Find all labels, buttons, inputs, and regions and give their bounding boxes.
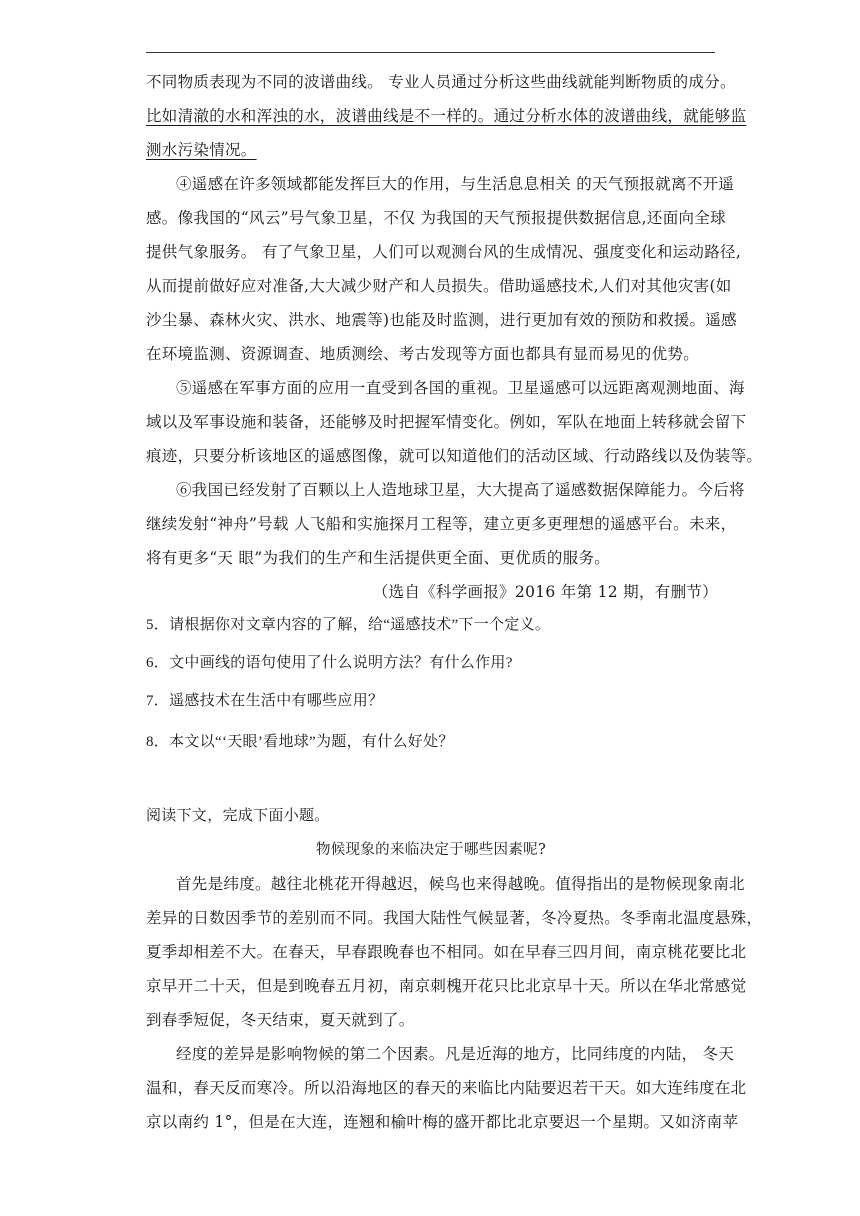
article-title: 物候现象的来临决定于哪些因素呢? [315,842,547,858]
passage-line: 痕迹，只要分析该地区的遥感图像，就可以知道他们的活动区域、行动路线以及伪装等。 [146,447,763,465]
paragraph-latitude-start: 首先是纬度。越往北桃花开得越迟，候鸟也来得越晚。值得指出的是物候现象南北 [176,875,745,893]
source-citation: （选自《科学画报》2016 年第 12 期，有删节） [372,583,718,601]
passage-line: 感。像我国的“风云”号气象卫星，不仅 为我国的天气预报提供数据信息,还面向全球 [146,209,726,227]
passage-line: 域以及军事设施和装备，还能够及时把握军情变化。例如，军队在地面上转移就会留下 [146,413,747,431]
passage-line: 从而提前做好应对准备,大大减少财产和人员损失。借助遥感技术,人们对其他灾害(如 [146,277,732,295]
article-line: 京早开二十天，但是到晚春五月初，南京刺槐开花只比北京早十天。所以在华北常感觉 [146,977,747,995]
passage-line: 不同物质表现为不同的波谱曲线。 专业人员通过分析这些曲线就能判断物质的成分。 [146,73,736,91]
passage-line: 将有更多“天 眼”为我们的生产和生活提供更全面、更优质的服务。 [146,549,611,567]
question-5: 5．请根据你对文章内容的了解，给“遥感技术”下一个定义。 [146,617,551,633]
paragraph-4-start: ④遥感在许多领域都能发挥巨大的作用，与生活息息相关 的天气预报就离不开遥 [176,175,735,193]
paragraph-longitude-start: 经度的差异是影响物候的第二个因素。凡是近海的地方，比同纬度的内陆， 冬天 [176,1045,735,1063]
passage-line: 提供气象服务。 有了气象卫星，人们可以观测台风的生成情况、强度变化和运动路径, [146,243,742,261]
paragraph-5-start: ⑤遥感在军事方面的应用一直受到各国的重视。卫星遥感可以远距离观测地面、海 [176,379,745,397]
article-line: 夏季却相差不大。在春天，早春跟晚春也不相同。如在早春三四月间，南京桃花要比北 [146,943,747,961]
question-8: 8．本文以“‘天眼’看地球”为题，有什么好处？ [146,734,454,750]
question-6: 6．文中画线的语句使用了什么说明方法？有什么作用? [146,655,513,671]
passage-line: 沙尘暴、森林火灾、洪水、地震等)也能及时监测，进行更加有效的预防和救援。遥感 [146,311,737,329]
passage-line: 在环境监测、资源调查、地质测绘、考古发现等方面也都具有显而易见的优势。 [146,345,700,363]
article-line: 差异的日数因季节的差别而不同。我国大陆性气候显著，冬冷夏热。冬季南北温度悬殊， [146,909,763,927]
underlined-line: 比如清澈的水和浑浊的水，波谱曲线是不一样的。通过分析水体的波谱曲线，就能够监 [146,107,747,125]
header-rule [146,52,715,53]
question-7: 7．遥感技术在生活中有哪些应用？ [146,693,384,709]
article-line: 温和，春天反而寒冷。所以沿海地区的春天的来临比内陆要迟若干天。如大连纬度在北 [146,1079,747,1097]
article-line: 到春季短促，冬天结束，夏天就到了。 [146,1011,415,1029]
underlined-line: 测水污染情况。 [146,141,257,159]
article-line: 京以南约 1°，但是在大连，连翘和榆叶梅的盛开都比北京要迟一个星期。又如济南苹 [146,1113,739,1131]
passage-line: 继续发射“神舟”号载 人飞船和实施探月工程等，建立更多更理想的遥感平台。未来， [146,515,737,533]
paragraph-6-start: ⑥我国已经发射了百颗以上人造地球卫星，大大提高了遥感数据保障能力。今后将 [176,481,745,499]
section-instruction: 阅读下文，完成下面小题。 [146,808,330,824]
